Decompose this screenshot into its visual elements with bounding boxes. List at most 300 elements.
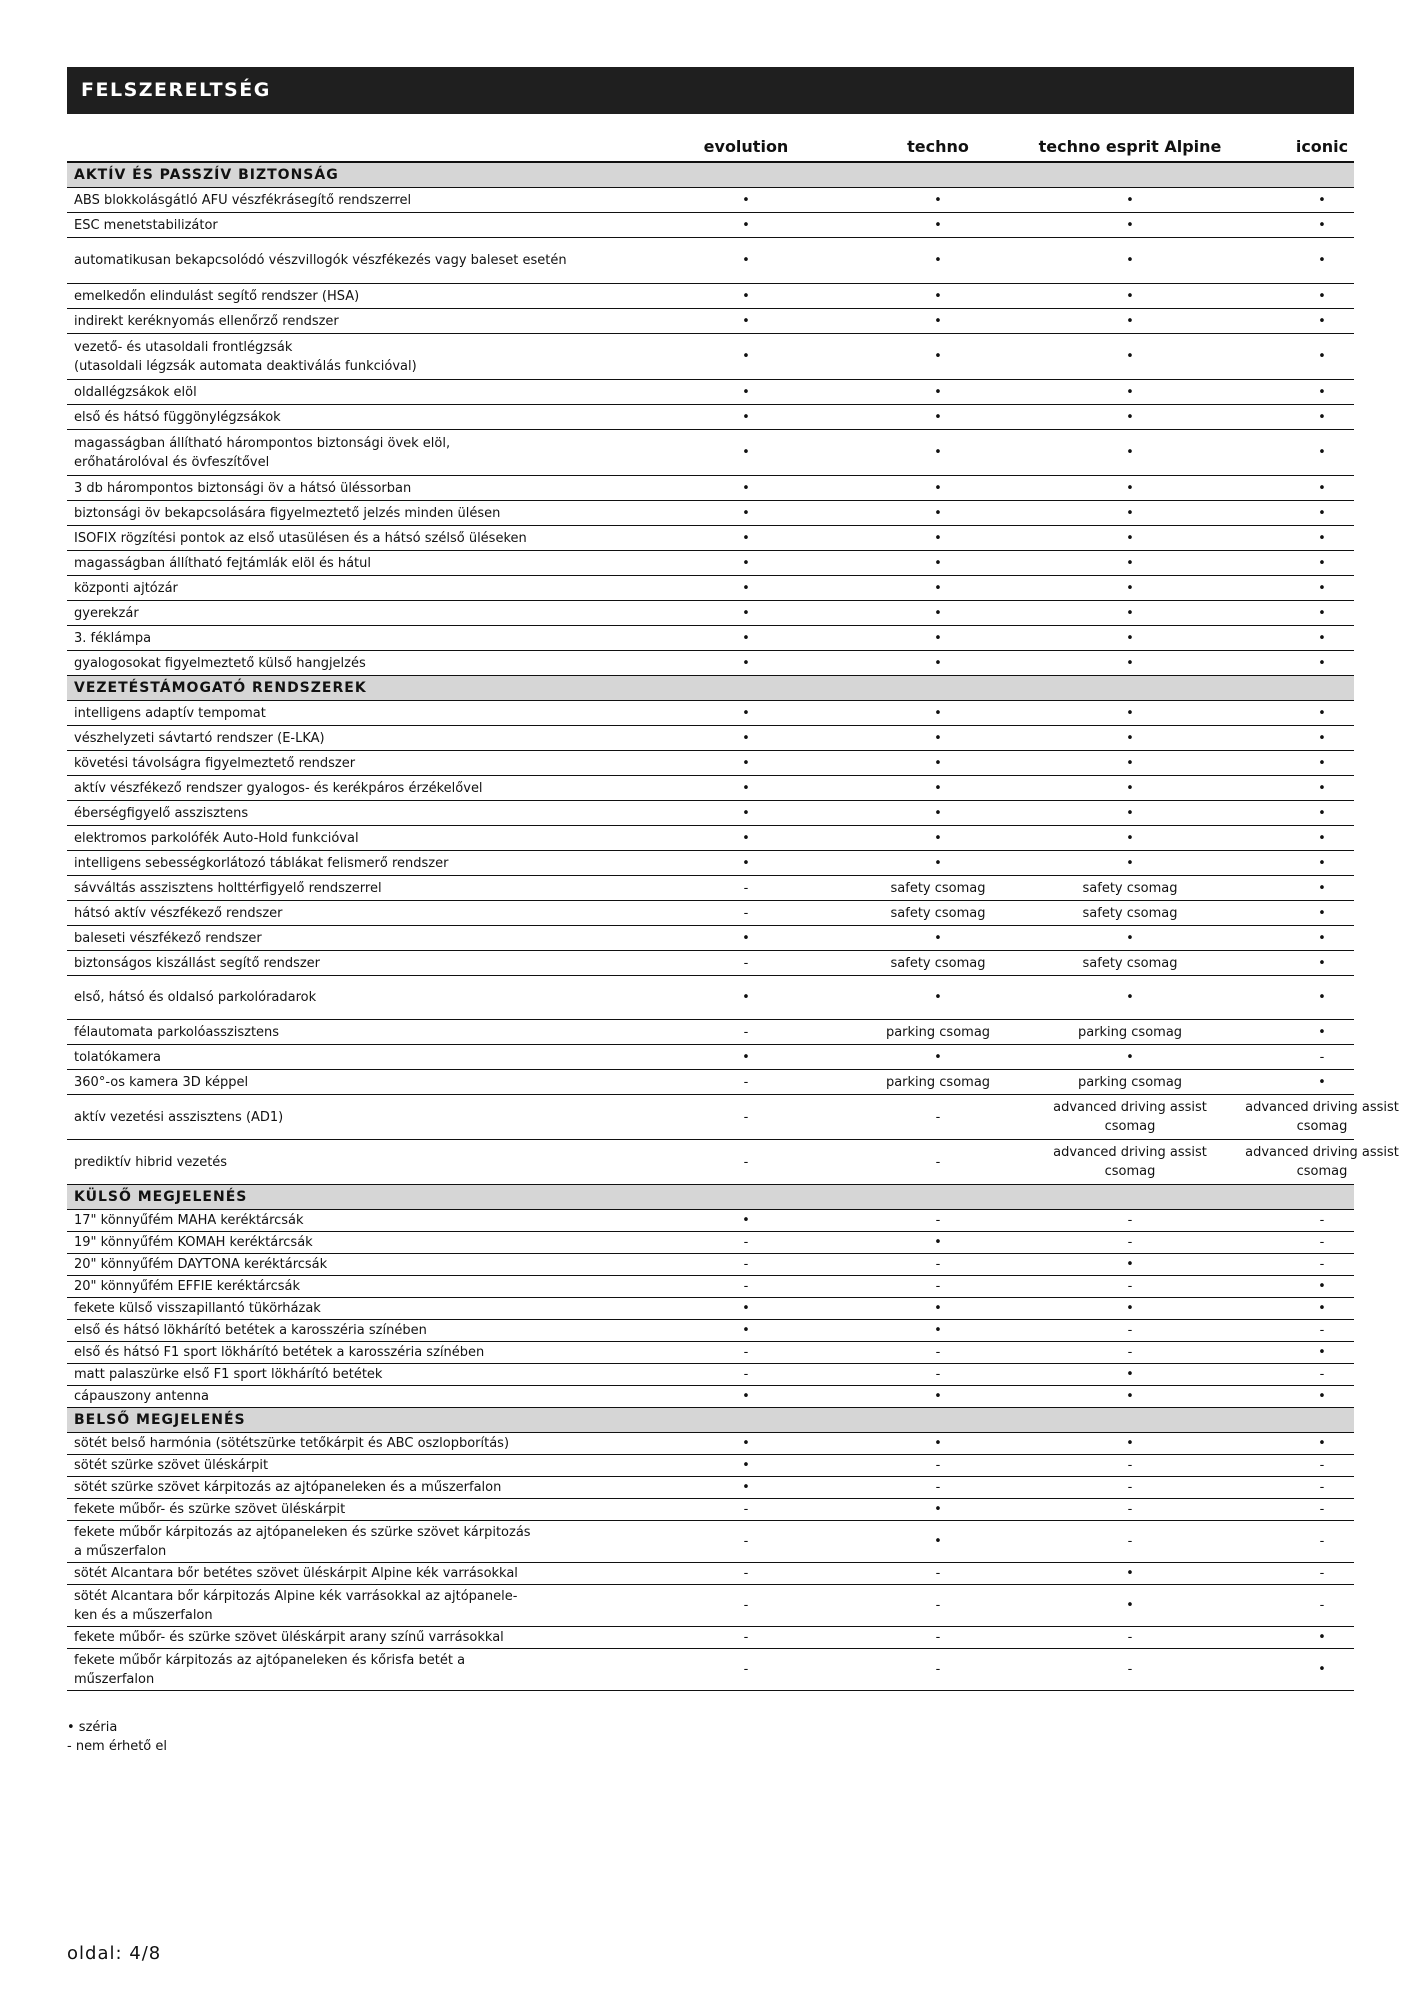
value-text: • [1126,705,1134,721]
value-text: - [743,1367,749,1382]
value-text: • [1318,445,1326,460]
feature-label [74,1254,614,1275]
value-cell [1034,651,1226,675]
value-cell [1034,1386,1226,1407]
value-cell [842,601,1034,625]
value-text: • [1318,217,1326,233]
value-cell [1034,851,1226,875]
value-cell [1226,776,1414,800]
value-cell [650,188,842,212]
value-text: • [1318,253,1326,268]
value-cell [1226,1045,1414,1069]
table-row [67,1070,1354,1095]
table-row [67,405,1354,430]
value-cell [1226,1455,1414,1476]
value-cell [842,1477,1034,1498]
value-cell [650,380,842,404]
value-text: - [1127,1345,1133,1360]
value-cell [842,651,1034,675]
value-cell [1034,1276,1226,1297]
value-cell [1226,380,1414,404]
value-text: - [1319,1534,1325,1549]
value-cell [1034,601,1226,625]
value-cell [842,188,1034,212]
table-row [67,1020,1354,1045]
value-cell [650,1045,842,1069]
value-cell [842,1386,1034,1407]
value-cell [1226,726,1414,750]
feature-label [74,601,614,625]
feature-label [74,526,614,550]
value-text: • [1318,1345,1326,1360]
feature-label [74,1320,614,1341]
value-text: • [1318,1279,1326,1294]
value-cell [650,1276,842,1297]
feature-label [74,1140,614,1184]
value-cell [1034,309,1226,333]
value-cell [1226,1563,1414,1584]
value-cell [650,626,842,650]
value-cell [1034,1477,1226,1498]
value-text: - [1127,1279,1133,1294]
feature-label-text: 19" könnyűfém KOMAH keréktárcsák [74,1235,313,1250]
value-text: - [743,1630,749,1645]
value-cell [1226,1210,1414,1231]
table-row [67,876,1354,901]
value-cell [842,1140,1034,1184]
feature-label [74,1499,614,1520]
value-text: safety csomag [890,905,986,921]
feature-label-text: tolatókamera [74,1049,161,1065]
value-text: • [1126,480,1134,496]
table-row [67,1563,1354,1585]
value-cell [650,926,842,950]
value-cell [650,951,842,975]
section-header: AKTÍV ÉS PASSZÍV BIZTONSÁG [67,163,1354,188]
value-text: - [1319,1257,1325,1272]
value-text: • [1318,755,1326,771]
value-text: - [1319,1323,1325,1338]
value-text: • [1126,288,1134,304]
feature-label [74,430,614,475]
table-row [67,951,1354,976]
value-cell [842,334,1034,379]
feature-label-text: első és hátsó függönylégzsákok [74,409,281,425]
value-text: • [742,288,750,304]
value-text: • [742,313,750,329]
value-cell [1034,1298,1226,1319]
feature-label [74,801,614,825]
value-cell [842,801,1034,825]
value-text: - [743,1074,749,1090]
value-text: parking csomag [885,1074,991,1090]
value-text: - [743,1662,749,1677]
value-cell [1226,1276,1414,1297]
value-text: • [1318,1436,1326,1451]
value-cell [1226,1499,1414,1520]
value-text: • [934,805,942,821]
feature-label [74,551,614,575]
value-cell [842,926,1034,950]
equipment-table [67,133,1399,1691]
feature-label [74,1276,614,1297]
value-cell [1034,1020,1226,1044]
value-text: • [1318,730,1326,746]
value-cell [650,1210,842,1231]
value-cell [842,1254,1034,1275]
value-cell [1226,1254,1414,1275]
value-text: • [1126,755,1134,771]
value-text: • [1318,288,1326,304]
legend-not-available: - nem érhető el [67,1739,168,1754]
value-cell [650,1477,842,1498]
table-row [67,626,1354,651]
value-cell [1034,976,1226,1019]
value-cell [1034,1455,1226,1476]
table-row [67,1585,1354,1627]
value-text: safety csomag [1082,905,1178,921]
feature-label-text: első és hátsó F1 sport lökhárító betétek a karosszéria színében [74,1345,485,1360]
value-text: • [934,217,942,233]
value-text: • [742,1301,750,1316]
value-cell [842,976,1034,1019]
value-text: • [742,1436,750,1451]
value-cell [1226,1342,1414,1363]
feature-label-text: gyerekzár [74,605,139,621]
value-cell [1034,626,1226,650]
table-row [67,576,1354,601]
feature-label [74,188,614,212]
value-cell [1226,405,1414,429]
value-text: • [934,855,942,871]
value-text: • [934,445,942,460]
value-cell [842,213,1034,237]
value-cell [1034,238,1226,283]
table-row [67,726,1354,751]
value-text: advanced driving assist csomag [1053,1100,1207,1134]
value-cell [1034,776,1226,800]
value-text: • [934,755,942,771]
value-cell [1226,1521,1414,1562]
value-cell [842,1320,1034,1341]
table-row [67,1364,1354,1386]
value-cell [650,601,842,625]
value-text: • [934,409,942,425]
value-text: • [1318,955,1326,971]
feature-label [74,1433,614,1454]
value-text: • [742,855,750,871]
value-cell [842,309,1034,333]
feature-label-text: sötét Alcantara bőr kárpitozás Alpine kék varrásokkal az ajtópanele- ken és a műszerfalon [74,1588,518,1623]
feature-label [74,1342,614,1363]
feature-label-text: vészhelyzeti sávtartó rendszer (E-LKA) [74,730,325,746]
value-text: - [1319,1566,1325,1581]
value-text: safety csomag [1082,955,1178,971]
feature-label-text: elektromos parkolófék Auto-Hold funkcióval [74,830,359,846]
feature-label [74,1364,614,1385]
value-text: • [742,630,750,646]
value-text: • [1318,830,1326,846]
value-cell [842,701,1034,725]
feature-label-text: ISOFIX rögzítési pontok az első utasülésen és a hátsó szélső üléseken [74,530,527,546]
value-text: • [934,1301,942,1316]
value-text: - [743,1534,749,1549]
value-cell [1034,1095,1226,1139]
value-text: • [742,253,750,268]
value-cell [1226,1232,1414,1253]
feature-label [74,926,614,950]
feature-label-text: fekete műbőr- és szürke szövet üléskárpit arany színű varrásokkal [74,1630,504,1645]
value-cell [650,576,842,600]
value-text: • [742,445,750,460]
feature-label-text: 360°-os kamera 3D képpel [74,1074,249,1090]
value-cell [1226,213,1414,237]
value-cell [1034,876,1226,900]
feature-label [74,1521,614,1562]
value-cell [842,1020,1034,1044]
value-text: • [1126,1566,1134,1581]
value-cell [1034,1140,1226,1184]
value-text: - [935,1257,941,1272]
value-text: • [1126,1598,1134,1613]
value-text: • [1126,1049,1134,1065]
table-row [67,1342,1354,1364]
value-text: • [1318,605,1326,621]
feature-label [74,501,614,525]
value-text: • [934,780,942,796]
value-text: parking csomag [1077,1074,1183,1090]
feature-label-text: központi ajtózár [74,580,178,596]
value-text: - [1127,1235,1133,1250]
value-cell [1226,801,1414,825]
table-row [67,1045,1354,1070]
feature-label-text: fekete műbőr- és szürke szövet üléskárpit [74,1502,346,1517]
value-text: • [1318,905,1326,921]
value-cell [842,851,1034,875]
value-text: - [1319,1213,1325,1228]
value-text: • [934,830,942,846]
feature-label [74,776,614,800]
feature-label [74,284,614,308]
value-cell [1226,826,1414,850]
value-text: parking csomag [1077,1024,1183,1040]
value-text: • [742,830,750,846]
value-text: • [1126,555,1134,571]
value-cell [842,238,1034,283]
value-text: - [1319,1480,1325,1495]
value-text: • [934,555,942,571]
value-cell [1226,1140,1414,1184]
value-text: • [934,930,942,946]
value-cell [1034,1070,1226,1094]
feature-label-text: automatikusan bekapcsolódó vészvillogók vészfékezés vagy baleset esetén [74,253,567,268]
value-cell [842,284,1034,308]
value-text: • [1126,1257,1134,1272]
value-text: - [935,1662,941,1677]
value-cell [842,751,1034,775]
feature-label-text: sötét szürke szövet kárpitozás az ajtópaneleken és a műszerfalon [74,1480,502,1495]
value-cell [842,1585,1034,1626]
value-text: • [742,930,750,946]
value-cell [1226,626,1414,650]
feature-label-text: baleseti vészfékező rendszer [74,930,262,946]
value-text: • [742,705,750,721]
table-row [67,601,1354,626]
feature-label-text: sötét szürke szövet üléskárpit [74,1458,269,1473]
value-text: • [742,780,750,796]
value-text: safety csomag [890,955,986,971]
table-row [67,926,1354,951]
feature-label [74,1627,614,1648]
value-cell [650,1499,842,1520]
value-cell [1226,851,1414,875]
value-cell [842,1095,1034,1139]
value-cell [650,1320,842,1341]
value-text: • [1318,805,1326,821]
value-cell [842,826,1034,850]
feature-label [74,826,614,850]
feature-label-text: ESC menetstabilizátor [74,217,218,233]
value-text: • [742,1458,750,1473]
value-cell [650,1232,842,1253]
value-text: • [934,580,942,596]
value-cell [650,1563,842,1584]
value-text: - [935,1480,941,1495]
value-text: • [1126,505,1134,521]
value-text: • [742,755,750,771]
value-cell [842,1045,1034,1069]
value-cell [1034,951,1226,975]
value-text: - [743,1109,749,1125]
column-header-row [67,133,1354,161]
value-cell [842,1210,1034,1231]
value-cell [1226,1627,1414,1648]
value-cell [1034,1045,1226,1069]
value-cell [650,526,842,550]
value-text: - [1127,1480,1133,1495]
feature-label-text: sötét Alcantara bőr betétes szövet üléskárpit Alpine kék varrásokkal [74,1566,518,1581]
value-text: • [934,1436,942,1451]
value-text: • [934,605,942,621]
column-header-evolution: evolution [703,137,789,156]
table-row [67,751,1354,776]
table-row [67,1477,1354,1499]
feature-label-text: aktív vezetési asszisztens (AD1) [74,1109,284,1125]
value-text: • [934,530,942,546]
value-text: - [743,955,749,971]
value-text: - [935,1213,941,1228]
value-text: • [1126,630,1134,646]
feature-label-text: biztonságos kiszállást segítő rendszer [74,955,321,971]
value-text: • [742,730,750,746]
feature-label [74,1455,614,1476]
value-cell [1226,651,1414,675]
value-text: • [934,630,942,646]
feature-label [74,238,614,283]
value-cell [1034,551,1226,575]
feature-label [74,1232,614,1253]
value-text: • [1126,445,1134,460]
table-body [67,163,1399,1691]
value-cell [1034,430,1226,475]
value-cell [650,901,842,925]
table-row [67,1386,1354,1408]
value-cell [650,334,842,379]
value-text: parking csomag [885,1024,991,1040]
feature-label-text: fekete külső visszapillantó tükörházak [74,1301,321,1316]
value-text: • [1318,930,1326,946]
value-cell [650,751,842,775]
value-text: • [1318,192,1326,208]
value-cell [1226,1020,1414,1044]
table-row [67,334,1354,380]
value-cell [650,976,842,1019]
value-cell [650,701,842,725]
feature-label-text: indirekt keréknyomás ellenőrző rendszer [74,313,339,329]
value-text: - [1127,1630,1133,1645]
value-text: • [1126,655,1134,671]
feature-label [74,576,614,600]
value-text: - [935,1458,941,1473]
value-cell [842,430,1034,475]
value-text: • [934,1235,942,1250]
feature-label-text: 3 db hárompontos biztonsági öv a hátsó üléssorban [74,480,412,496]
value-cell [1034,284,1226,308]
value-text: • [742,990,750,1005]
value-text: • [1126,855,1134,871]
value-cell [650,1627,842,1648]
value-text: - [935,1109,941,1125]
value-text: • [742,192,750,208]
value-cell [1034,405,1226,429]
value-text: • [742,580,750,596]
value-cell [1226,188,1414,212]
value-cell [842,1649,1034,1690]
table-row [67,1455,1354,1477]
feature-label-text: matt palaszürke első F1 sport lökhárító betétek [74,1367,383,1382]
value-cell [1226,551,1414,575]
value-text: • [742,805,750,821]
table-row [67,776,1354,801]
feature-label-text: gyalogosokat figyelmeztető külső hangjelzés [74,655,366,671]
table-row [67,1140,1399,1185]
value-text: - [1319,1367,1325,1382]
value-text: • [1126,217,1134,233]
table-row [67,284,1354,309]
value-text: • [934,1049,942,1065]
value-text: • [1318,880,1326,896]
column-header-techno: techno [907,137,969,156]
value-cell [1226,901,1414,925]
value-text: - [743,1345,749,1360]
value-cell [1226,501,1414,525]
feature-label-text: fekete műbőr kárpitozás az ajtópaneleken és szürke szövet kárpitozás a műszerfalon [74,1524,531,1559]
value-cell [650,1455,842,1476]
feature-label-text: prediktív hibrid vezetés [74,1154,228,1170]
feature-label [74,1563,614,1584]
value-cell [1034,1433,1226,1454]
value-text: - [1127,1534,1133,1549]
value-text: • [1318,409,1326,425]
value-cell [650,1140,842,1184]
feature-label-text: 20" könnyűfém DAYTONA keréktárcsák [74,1257,328,1272]
value-text: - [935,1630,941,1645]
value-cell [842,551,1034,575]
feature-label [74,851,614,875]
value-cell [842,1070,1034,1094]
legend-standard: • széria [67,1720,118,1735]
feature-label-text: intelligens sebességkorlátozó táblákat felismerő rendszer [74,855,449,871]
